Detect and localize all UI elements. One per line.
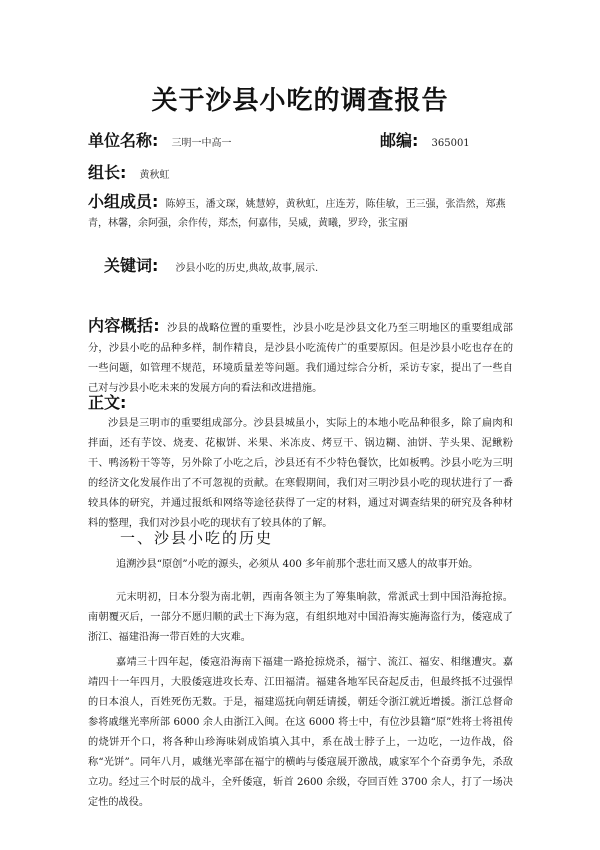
keywords-value: 沙县小吃的历史,典故,故事,展示. [175, 263, 319, 274]
postcode-value: 365001 [431, 138, 470, 149]
members-value: 陈婷玉，潘文琛，姚慧婷，黄秋虹，庄连芳，陈佳敏，王三强，张浩然，郑燕青，林馨，余阿强，余作传，郑杰，何嘉伟，吴威，黄曦，罗玲，张宝丽 [88, 199, 506, 229]
leader-value: 黄秋虹 [139, 170, 170, 181]
history-paragraph-1: 追溯沙县“原创”小吃的源头，必须从 400 多年前那个悲壮而又感人的故事开始。 [116, 559, 479, 570]
summary-first-line: 沙县的战略位置的重要性，沙县小吃是沙县文化乃至三明地区的重要组成部分，沙县小 [88, 323, 513, 354]
members-block [88, 192, 513, 233]
history-paragraph-3: 嘉靖三十四年起，倭寇沿海南下福建一路抢掠烧杀，福宁、流江、福安、相继遭灾。嘉靖四十一年四月，大股倭寇进攻长寿、江田福清。福建各地军民奋起反击，但最终抵不过强悍的日本浪人，百姓死伤无数。于是，福建巡抚向朝廷请援，朝廷令浙江就近增援。浙江总督命参将戚继光率所部 6000 余人由浙江入闽。在这 6000 将士中，有位沙县籍“原”姓将士将祖传的烧饼开个口，将各种山珍海味剁成馅填入其中，系在战士脖子上，一边吃，一边作战，俗称“光饼”。同年八月，戚继光率部在福宁的横屿与倭寇展开激战，戚家军个个奋勇争先，杀敌立功。经过三个时辰的战斗，全歼倭寇，斩首 2600 余级，夺回百姓 3700 余人，打了一场决定性的战役。 [88, 657, 513, 808]
history-paragraph-2: 元末明初，日本分裂为南北朝，西南各领主为了筹集晌款，常派武士到中国沿海抢掠。南朝覆灭后，一部分不愿归顺的武士下海为寇，有组织地对中国沿海实施海盗行为，倭寇成了浙江、福建沿海一带百姓的大灾难。 [88, 592, 513, 643]
body-paragraph: 沙县是三明市的重要组成部分。沙县县城虽小，实际上的本地小吃品种很多，除了扁肉和拌面，还有芋饺、烧麦、花椒饼、米果、米冻皮、烤豆干、锅边糊、油饼、芋头果、泥鳅粉干、鸭汤粉干等等，另外除了小吃之后，沙县还有不少特色餐饮，比如板鸭。沙县小吃为三明的经济文化发展作出了不可忽视的贡献。在寒假期间，我们对三明沙县小吃的现状进行了一番较具体的研究，并通过报纸和网络等途径获得了一定的材料，通过对调查结果的研究及各种材料的整理，我们对沙县小吃的现状有了较具体的了解。 [88, 418, 513, 529]
unit-row [88, 128, 232, 151]
summary-label: 内容概括: [88, 316, 160, 335]
keywords-label: 关键词: [104, 256, 159, 275]
postcode-label: 邮编: [380, 131, 419, 150]
postcode-row [380, 128, 470, 151]
body-heading: 正文: [88, 393, 127, 412]
leader-row [88, 160, 170, 183]
unit-label: 单位名称: [88, 131, 159, 150]
keywords-row [104, 253, 318, 276]
summary-block [88, 316, 513, 399]
report-title: 关于沙县小吃的调查报告 [151, 86, 449, 116]
section-heading-history: 一、沙县小吃的历史 [120, 529, 274, 547]
unit-value: 三明一中高一 [171, 138, 232, 149]
summary-rest: 吃的品种多样，制作精良，是沙县小吃流传广的重要原因。但是沙县小吃也存在的一些问题，如管理不规范，环境质量差等问题。我们通过综合分析，采访专家，提出了一些自己对与沙县小吃未来的发展方向的看法和改进措施。 [88, 343, 514, 394]
leader-label: 组长: [88, 163, 127, 182]
members-label: 小组成员: [88, 192, 159, 211]
